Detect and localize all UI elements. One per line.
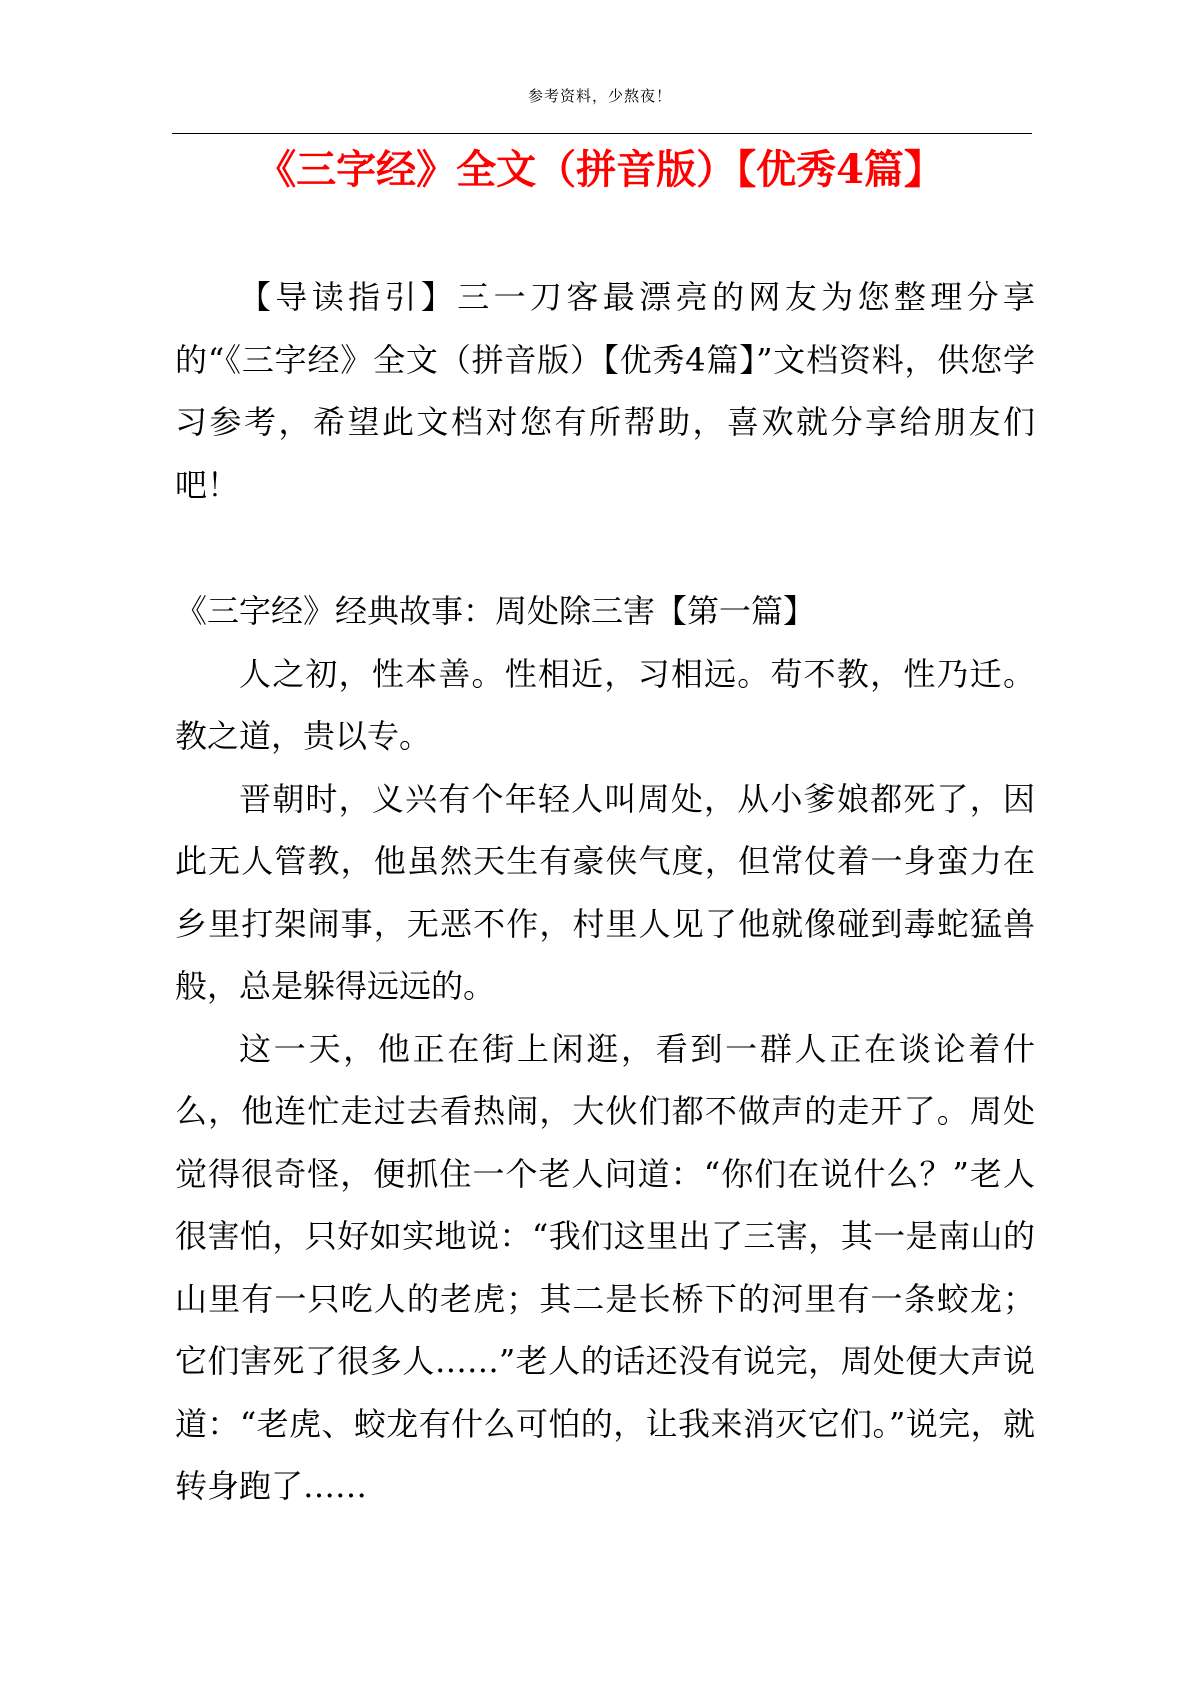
body-paragraph: 这一天，他正在街上闲逛，看到一群人正在谈论着什么，他连忙走过去看热闹，大伙们都不做声的走开了。周处觉得很奇怪，便抓住一个老人问道：“你们在说什么？”老人很害怕，只好如实地说：“我们这里出了三害，其一是南山的山里有一只吃人的老虎；其二是长桥下的河里有一条蛟龙；它们害死了很多人……”老人的话还没有说完，周处便大声说道：“老虎、蛟龙有什么可怕的，让我来消灭它们。”说完，就转身跑了…… <box>175 1029 1035 1505</box>
header-divider <box>172 133 1032 134</box>
body-paragraph: 人之初，性本善。性相近，习相远。苟不教，性乃迁。教之道，贵以专。 <box>175 654 1035 755</box>
section-heading: 《三字经》经典故事：周处除三害【第一篇】 <box>175 592 816 630</box>
body-paragraph: 晋朝时，义兴有个年轻人叫周处，从小爹娘都死了，因此无人管教，他虽然天生有豪侠气度，但常仗着一身蛮力在乡里打架闹事，无恶不作，村里人见了他就像碰到毒蛇猛兽般，总是躲得远远的。 <box>175 779 1035 1005</box>
intro-block <box>175 266 1035 516</box>
header-note: 参考资料，少熬夜！ <box>527 87 672 105</box>
document-title: 《三字经》全文（拼音版）【优秀4篇】 <box>256 146 944 193</box>
intro-paragraph: 【导读指引】三一刀客最漂亮的网友为您整理分享的“《三字经》全文（拼音版）【优秀4篇】”文档资料，供您学习参考，希望此文档对您有所帮助，喜欢就分享给朋友们吧！ <box>175 278 1035 504</box>
section-block <box>175 580 1035 1518</box>
